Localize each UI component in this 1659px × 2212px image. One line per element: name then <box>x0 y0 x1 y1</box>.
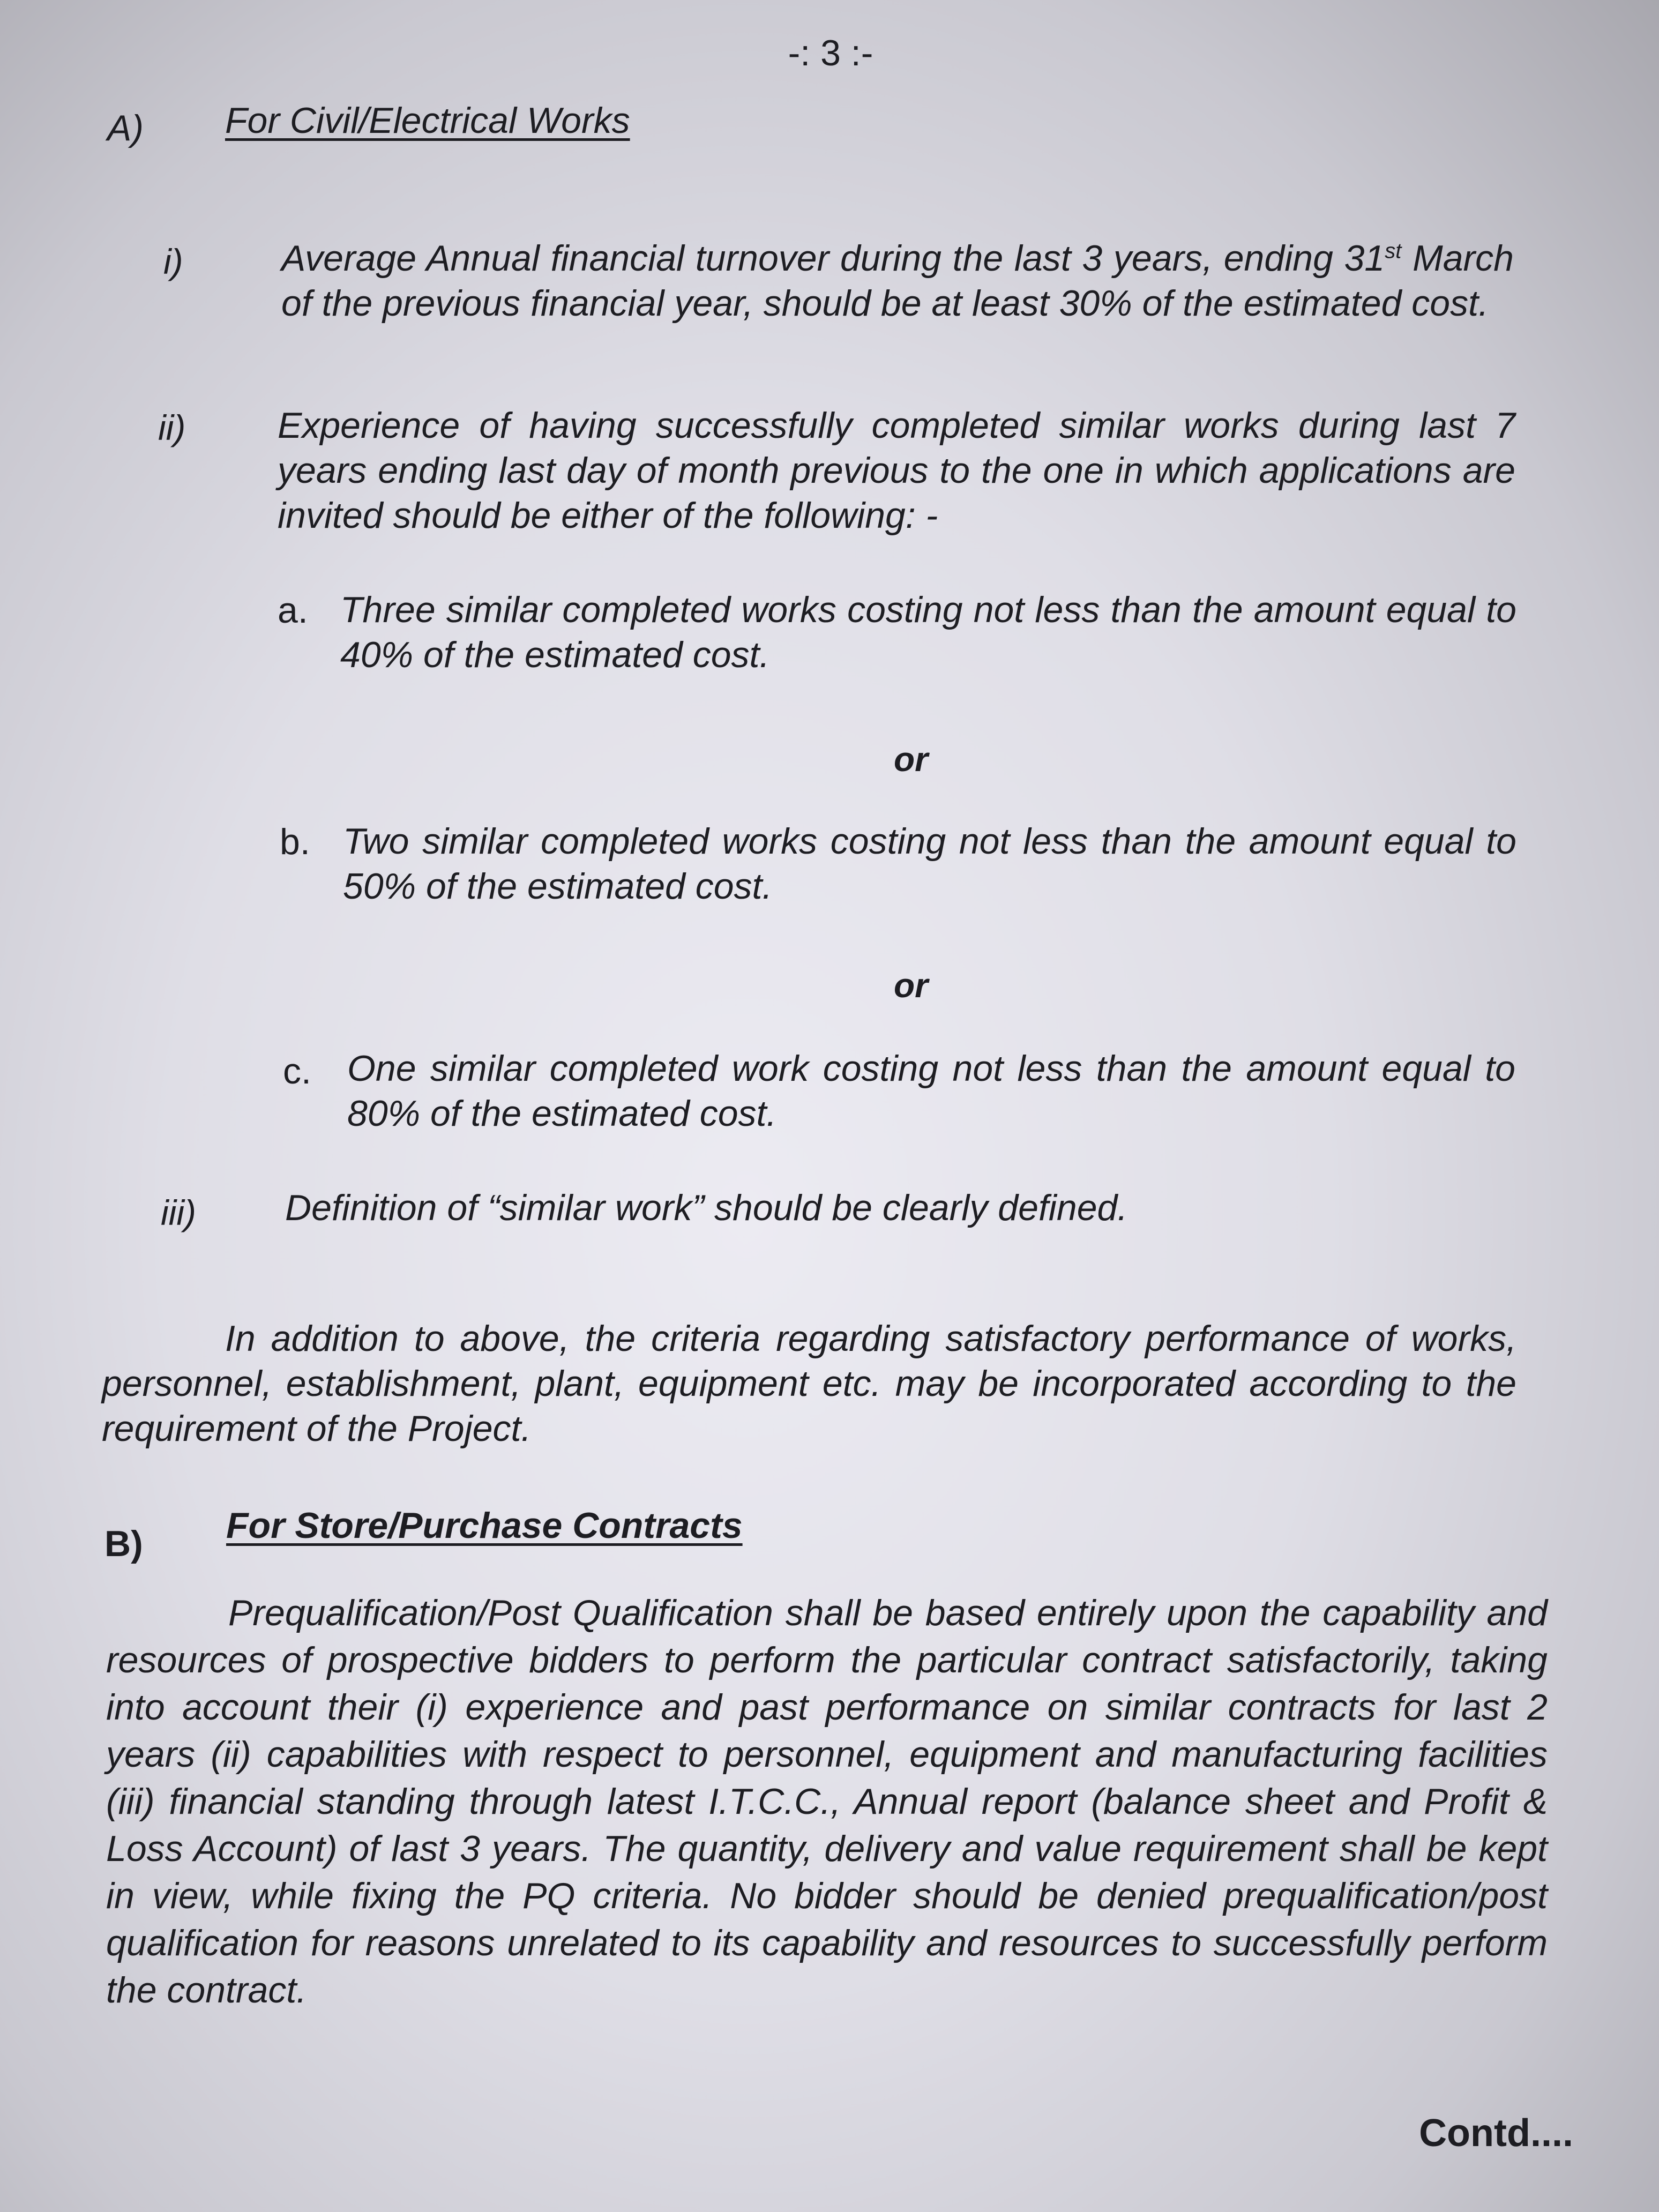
or-separator-2: or <box>894 966 928 1005</box>
section-b-paragraph: Prequalification/Post Qualification shall be based entirely upon the capability and resources of prospective bidders to perform the particular contract satisfactorily, taking into account their (i) experience and past performance on similar contracts for last 2 years (ii) capabilities with respect to personnel, equipment and manufacturing facilities (iii) financial standing through latest I.T.C.C., Annual report (balance sheet and Profit & Loss Account) of last 3 years. The quantity, delivery and value requirement shall be kept in view, while fixing the PQ criteria. No bidder should be denied prequalification/post qualification for reasons unrelated to its capability and resources to successfully perform the contract. <box>106 1593 1548 2011</box>
option-c-label: c. <box>283 1051 311 1092</box>
option-c-text: One similar completed work costing not less than the amount equal to 80% of the estimated cost. <box>347 1048 1515 1134</box>
contd-label: Contd.... <box>1419 2112 1573 2155</box>
item-iii-text: Definition of “similar work” should be clearly defined. <box>285 1187 1128 1228</box>
item-i-text <box>281 236 1514 326</box>
option-b-text: Two similar completed works costing not less than the amount equal to 50% of the estimated cost. <box>343 821 1516 907</box>
page-number: -: 3 :- <box>788 33 873 73</box>
option-b-label: b. <box>280 821 310 862</box>
option-a-text: Three similar completed works costing not less than the amount equal to 40% of the estimated cost. <box>340 589 1516 675</box>
section-b-heading: For Store/Purchase Contracts <box>226 1505 743 1546</box>
or-separator-1: or <box>894 740 928 779</box>
option-a-label: a. <box>278 590 308 631</box>
section-a-letter: A) <box>107 108 144 148</box>
item-ii-text: Experience of having successfully completed similar works during last 7 years ending last day of month previous to the one in which applications are invited should be either of the following: - <box>278 405 1515 536</box>
addition-paragraph: In addition to above, the criteria regarding satisfactory performance of works, personnel, establishment, plant, equipment etc. may be incorporated according to the requirement of the Project. <box>102 1318 1516 1449</box>
item-iii-label: iii) <box>161 1193 196 1232</box>
item-i-superscript: st <box>1385 239 1402 263</box>
item-i-text-rest: March of the previous financial year, should be at least 30% of the estimated cost. <box>281 238 1514 324</box>
item-ii-label: ii) <box>158 408 186 447</box>
item-i-label: i) <box>163 242 183 281</box>
section-a-heading: For Civil/Electrical Works <box>225 100 630 141</box>
item-i-text-main: Average Annual financial turnover during the last 3 years, ending 31 <box>281 238 1385 279</box>
section-b-letter: B) <box>104 1523 143 1564</box>
